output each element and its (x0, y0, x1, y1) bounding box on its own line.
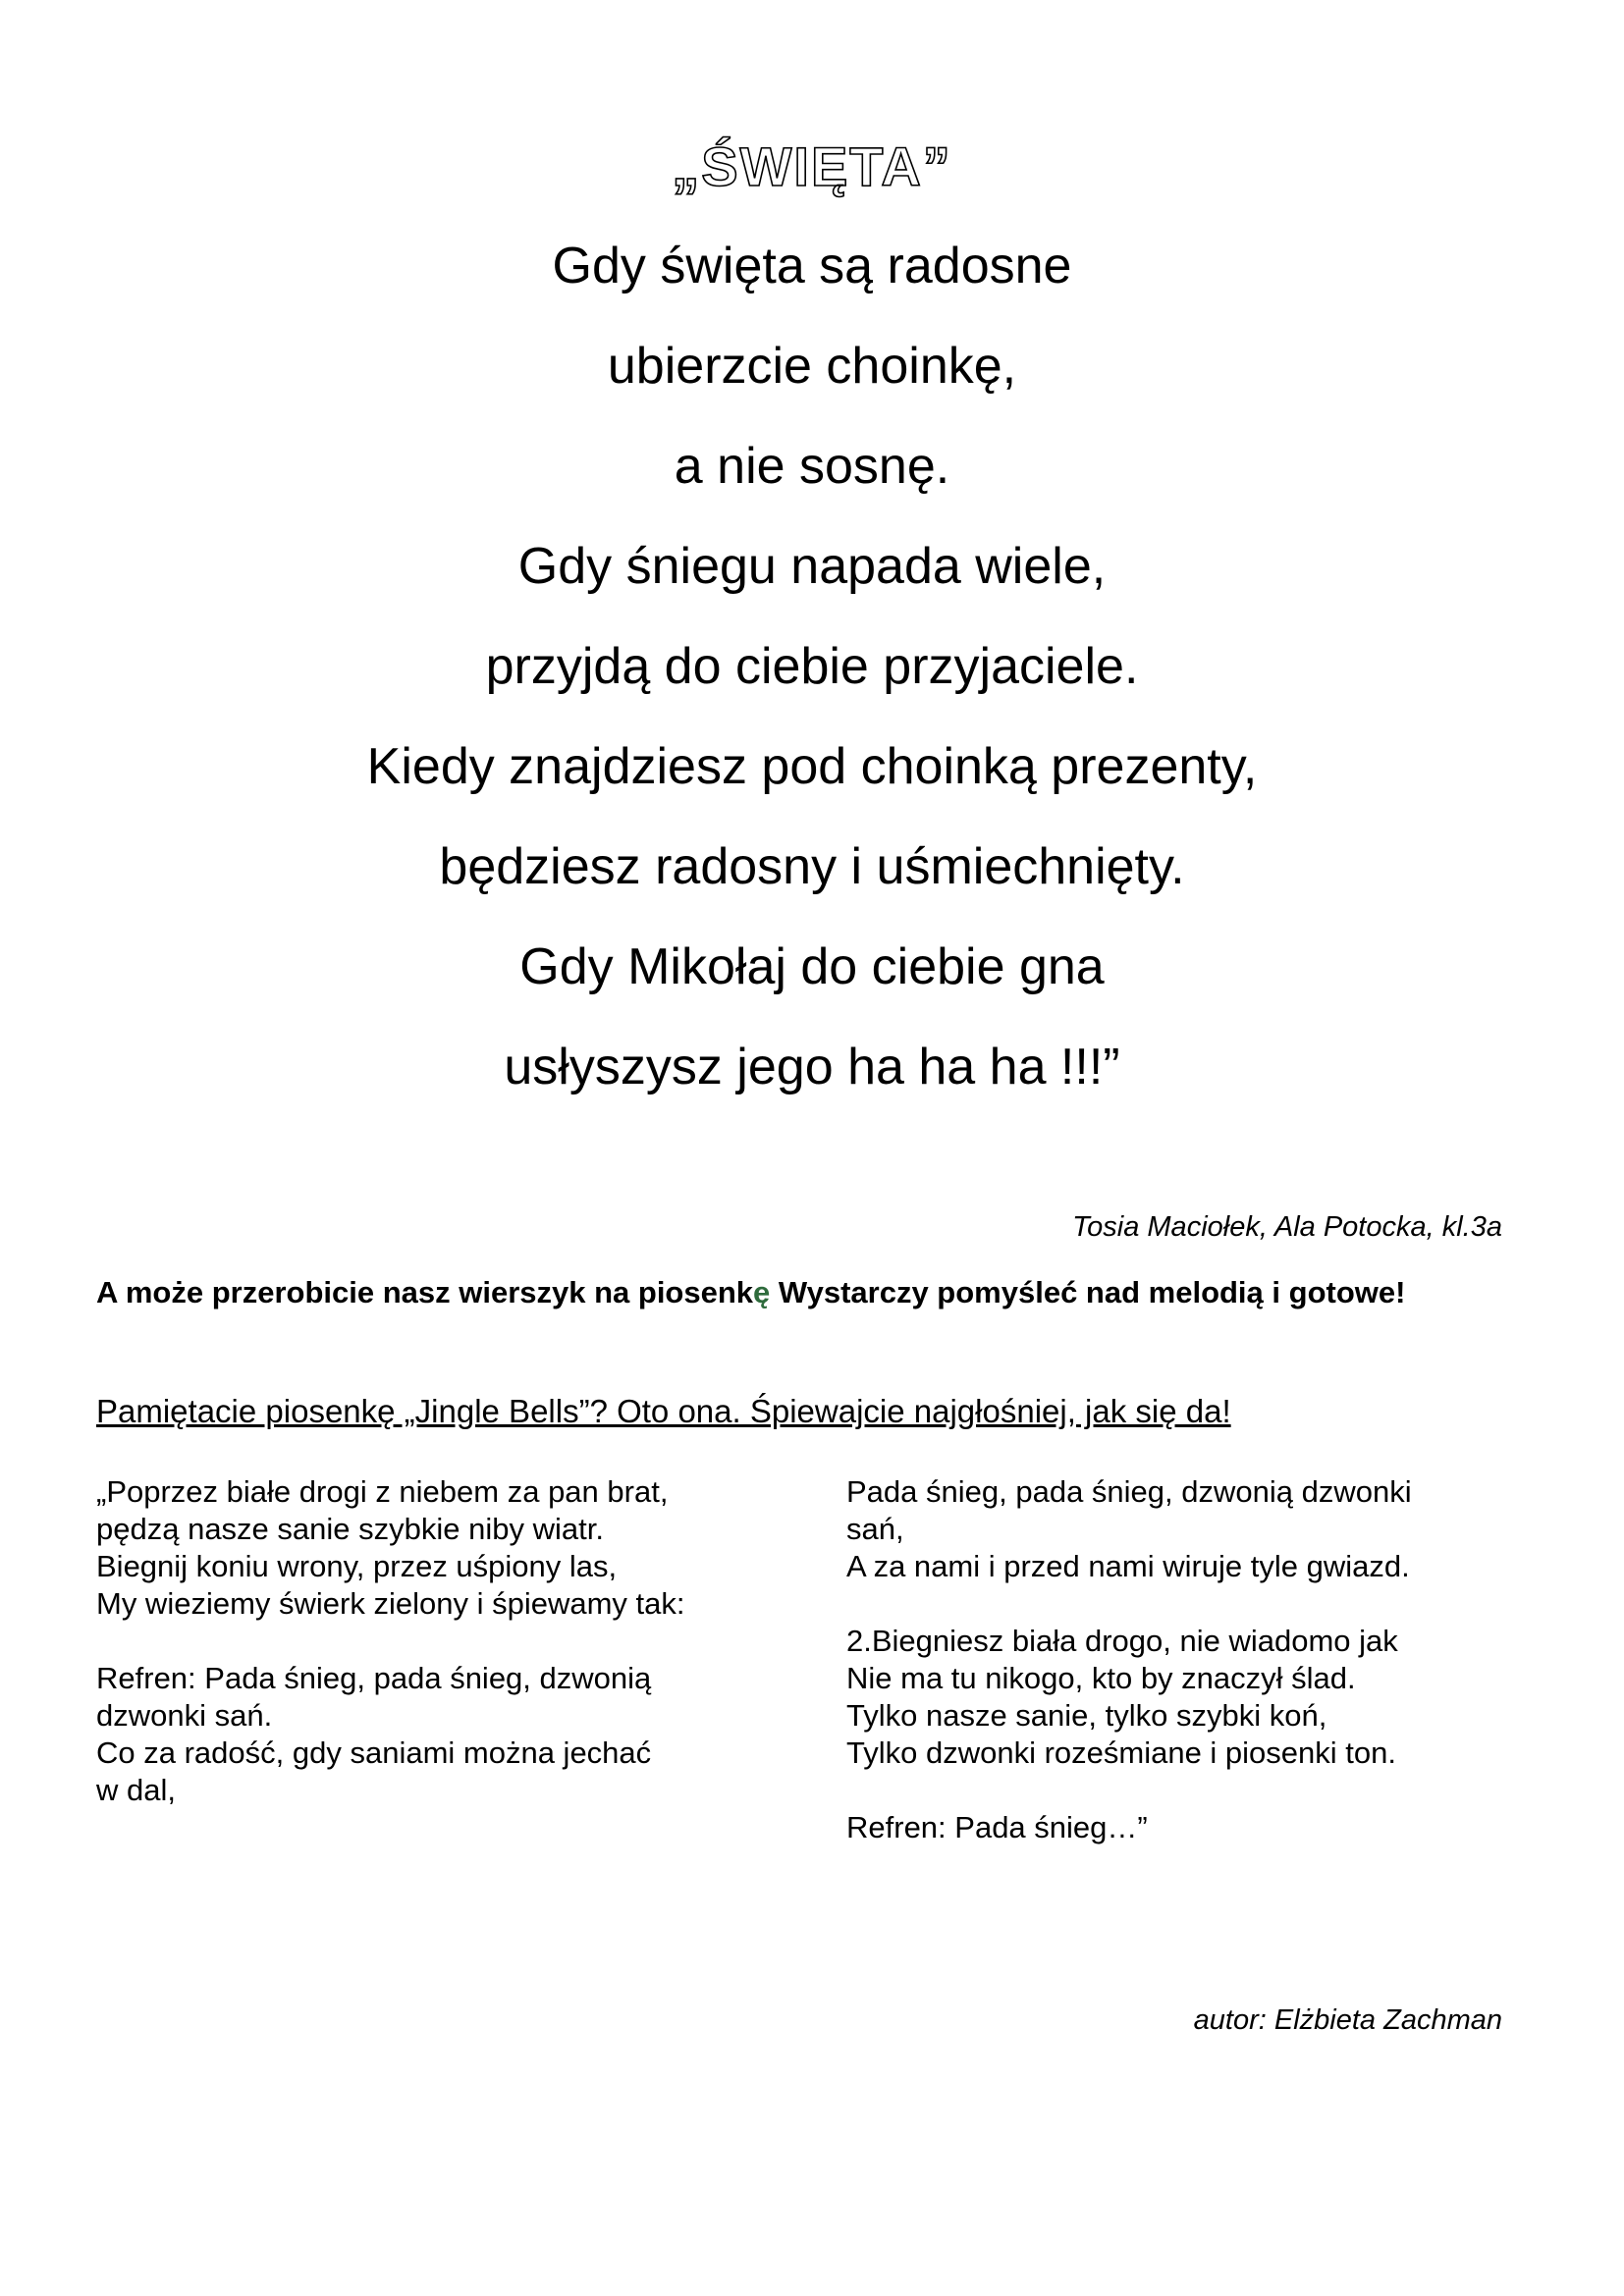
song-line: Co za radość, gdy saniami można jechać (96, 1735, 652, 1770)
song-line: Pada śnieg, pada śnieg, dzwonią dzwonki (846, 1474, 1412, 1509)
poem-line: Gdy Mikołaj do ciebie gna (519, 938, 1105, 995)
poem-title: „ŚWIĘTA” (672, 135, 952, 197)
song-line: sań, (846, 1512, 904, 1546)
song-refrain-short (846, 1809, 1514, 1846)
song-verse (96, 1473, 764, 1623)
intro-paragraph (96, 1275, 1422, 1310)
song-refrain (96, 1660, 764, 1809)
poem (0, 236, 1624, 1137)
song-line: My wieziemy świerk zielony i śpiewamy tak: (96, 1586, 685, 1621)
song-line: Tylko dzwonki roześmiane i piosenki ton. (846, 1735, 1396, 1770)
song-line: w dal, (96, 1773, 176, 1807)
song-line: Tylko nasze sanie, tylko szybki koń, (846, 1698, 1327, 1733)
poem-line: Gdy śniegu napada wiele, (517, 538, 1107, 595)
song-line: Refren: Pada śnieg…” (846, 1810, 1148, 1844)
poem-line: Gdy święta są radosne (552, 238, 1072, 294)
poem-line: usłyszysz jego ha ha ha !!!” (504, 1039, 1120, 1095)
intro-text: A może przerobicie nasz wierszyk na piosenk (96, 1275, 754, 1309)
song-line: A za nami i przed nami wiruje tyle gwiazd. (846, 1549, 1410, 1583)
song-line: 2.Biegniesz biała drogo, nie wiadomo jak (846, 1624, 1398, 1658)
poem-signature: Tosia Maciołek, Ala Potocka, kl.3a (1072, 1211, 1502, 1243)
poem-line: przyjdą do ciebie przyjaciele. (485, 638, 1139, 695)
song-line: Nie ma tu nikogo, kto by znaczył ślad. (846, 1661, 1356, 1695)
poem-line: będziesz radosny i uśmiechnięty. (439, 838, 1185, 895)
intro-accent-letter: ę (753, 1275, 771, 1309)
song-refrain-continued (846, 1473, 1514, 1585)
song-verse-2 (846, 1623, 1514, 1772)
intro-text-continued: Wystarczy pomyśleć nad melodią i gotowe! (770, 1275, 1406, 1309)
song-left-column (96, 1473, 764, 1846)
song-right-column (846, 1473, 1514, 1884)
song-line: Refren: Pada śnieg, pada śnieg, dzwonią (96, 1661, 652, 1695)
song-invitation: Pamiętacie piosenkę „Jingle Bells”? Oto ona. Śpiewajcie najgłośniej, jak się da! (96, 1393, 1231, 1429)
song-line: pędzą nasze sanie szybkie niby wiatr. (96, 1512, 604, 1546)
poem-line: a nie sosnę. (674, 438, 950, 495)
song-line: Biegnij koniu wrony, przez uśpiony las, (96, 1549, 618, 1583)
song-author: autor: Elżbieta Zachman (1193, 2004, 1502, 2036)
song-line: „Poprzez białe drogi z niebem za pan brat, (96, 1474, 669, 1509)
song-line: dzwonki sań. (96, 1698, 273, 1733)
poem-line: ubierzcie choinkę, (607, 338, 1017, 395)
poem-line: Kiedy znajdziesz pod choinką prezenty, (366, 738, 1258, 795)
